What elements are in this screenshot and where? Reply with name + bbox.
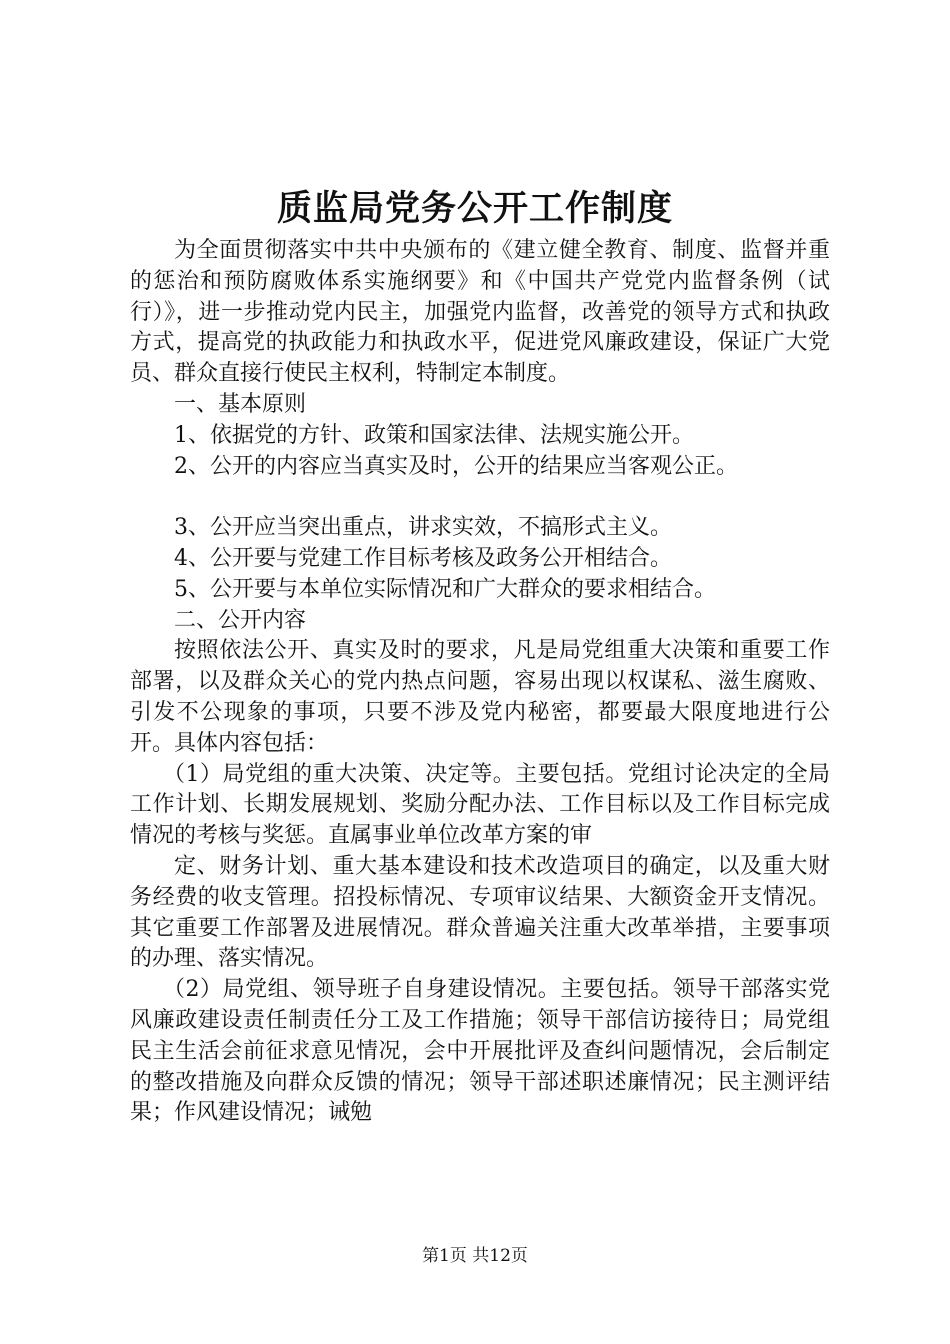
content-intro-paragraph: 按照依法公开、真实及时的要求，凡是局党组重大决策和重要工作部署，以及群众关心的党内热点问题，容易出现以权谋私、滋生腐败、引发不公现象的事项，只要不涉及党内秘密，都要最大限度地进行公开。具体内容包括： [130, 638, 830, 756]
intro-paragraph: 为全面贯彻落实中共中央颁布的《建立健全教育、制度、监督并重的惩治和预防腐败体系实施纲要》和《中国共产党党内监督条例（试行）》，进一步推动党内民主，加强党内监督，改善党的领导方式和执政方式，提高党的执政能力和执政水平，促进党风廉政建设，保证广大党员、群众直接行使民主权利，特制定本制度。 [130, 238, 830, 387]
principle-item-1: 1、依据党的方针、政策和国家法律、法规实施公开。 [174, 422, 694, 448]
content-item-1: （1）局党组的重大决策、决定等。主要包括。党组讨论决定的全局工作计划、长期发展规划、奖励分配办法、工作目标以及工作目标完成情况的考核与奖惩。直属事业单位改革方案的审 [130, 761, 830, 849]
principle-item-4: 4、公开要与党建工作目标考核及政务公开相结合。 [174, 545, 672, 571]
document-body [130, 236, 830, 1129]
content-item-2: （2）局党组、领导班子自身建设情况。主要包括。领导干部落实党风廉政建设责任制责任分工及工作措施；领导干部信访接待日；局党组民主生活会前征求意见情况，会中开展批评及查纠问题情况，会后制定的整改措施及向群众反馈的情况；领导干部述职述廉情况；民主测评结果；作风建设情况；诫勉 [130, 977, 830, 1126]
principle-item-3: 3、公开应当突出重点，讲求实效，不搞形式主义。 [174, 515, 672, 541]
content-item-1-continued: 定、财务计划、重大基本建设和技术改造项目的确定，以及重大财务经费的收支管理。招投标情况、专项审议结果、大额资金开支情况。其它重要工作部署及进展情况。群众普遍关注重大改革举措，主要事项的办理、落实情况。 [130, 853, 830, 972]
principle-item-5: 5、公开要与本单位实际情况和广大群众的要求相结合。 [174, 576, 716, 602]
principle-item-2: 2、公开的内容应当真实及时，公开的结果应当客观公正。 [174, 453, 738, 479]
section-heading-principles: 一、基本原则 [174, 391, 307, 417]
page-footer: 第1页 共12页 [422, 1246, 528, 1266]
document-title: 质监局党务公开工作制度 [276, 188, 673, 229]
section-heading-content: 二、公开内容 [174, 607, 307, 633]
